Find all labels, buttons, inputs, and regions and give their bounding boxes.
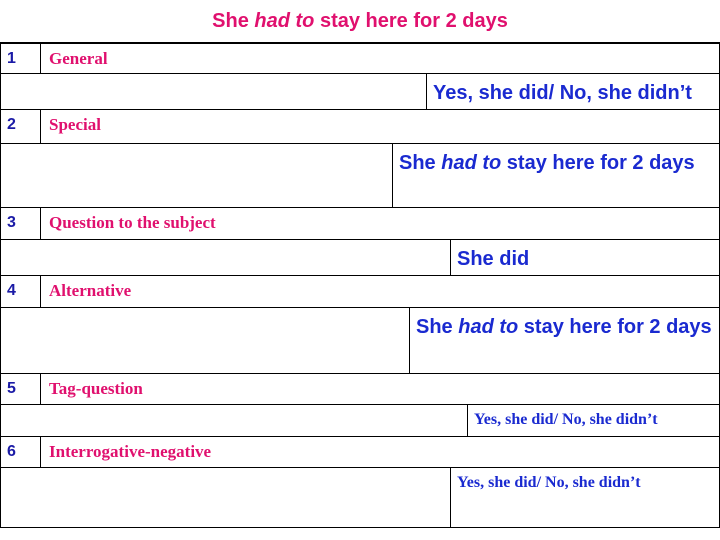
title-pre: She [212,10,255,32]
type-row-alternative [0,276,720,308]
row-number: 3 [1,208,41,239]
row-label: Interrogative-negative [49,442,212,461]
answer-cell: Yes, she did/ No, she didn’t [450,468,719,527]
title-post: stay here for 2 days [314,10,508,32]
answer-cell: Yes, she did/ No, she didn’t [426,74,719,109]
row-number: 5 [1,374,41,404]
answer-row-subject [0,240,720,276]
type-row-interrogative-negative [0,437,720,468]
answer-italic: had to [458,316,519,338]
page-title [0,10,720,33]
row-label: Question to the subject [49,213,216,232]
row-number: 1 [1,44,41,73]
answer-pre: She [399,152,442,174]
type-row-general [0,42,720,74]
type-row-tag-question [0,374,720,405]
answer-pre: She [416,316,459,338]
type-row-subject [0,208,720,240]
answer-row-special [0,144,720,208]
answer-post: stay here for 2 days [518,316,712,338]
answer-cell [409,308,719,373]
answer-post: stay here for 2 days [501,152,695,174]
row-number: 4 [1,276,41,307]
type-row-special [0,110,720,144]
row-label: Special [49,115,101,134]
row-label: General [49,49,108,68]
row-label: Tag-question [49,379,143,398]
answer-row-tag-question [0,405,720,437]
question-types-table [0,42,720,528]
row-number: 2 [1,110,41,143]
answer-row-interrogative-negative [0,468,720,528]
row-number: 6 [1,437,41,467]
answer-cell: She did [450,240,719,275]
answer-row-general [0,74,720,110]
answer-cell: Yes, she did/ No, she didn’t [467,405,719,436]
title-italic: had to [254,10,315,32]
answer-italic: had to [441,152,502,174]
answer-row-alternative [0,308,720,374]
answer-cell [392,144,719,207]
row-label: Alternative [49,281,132,300]
